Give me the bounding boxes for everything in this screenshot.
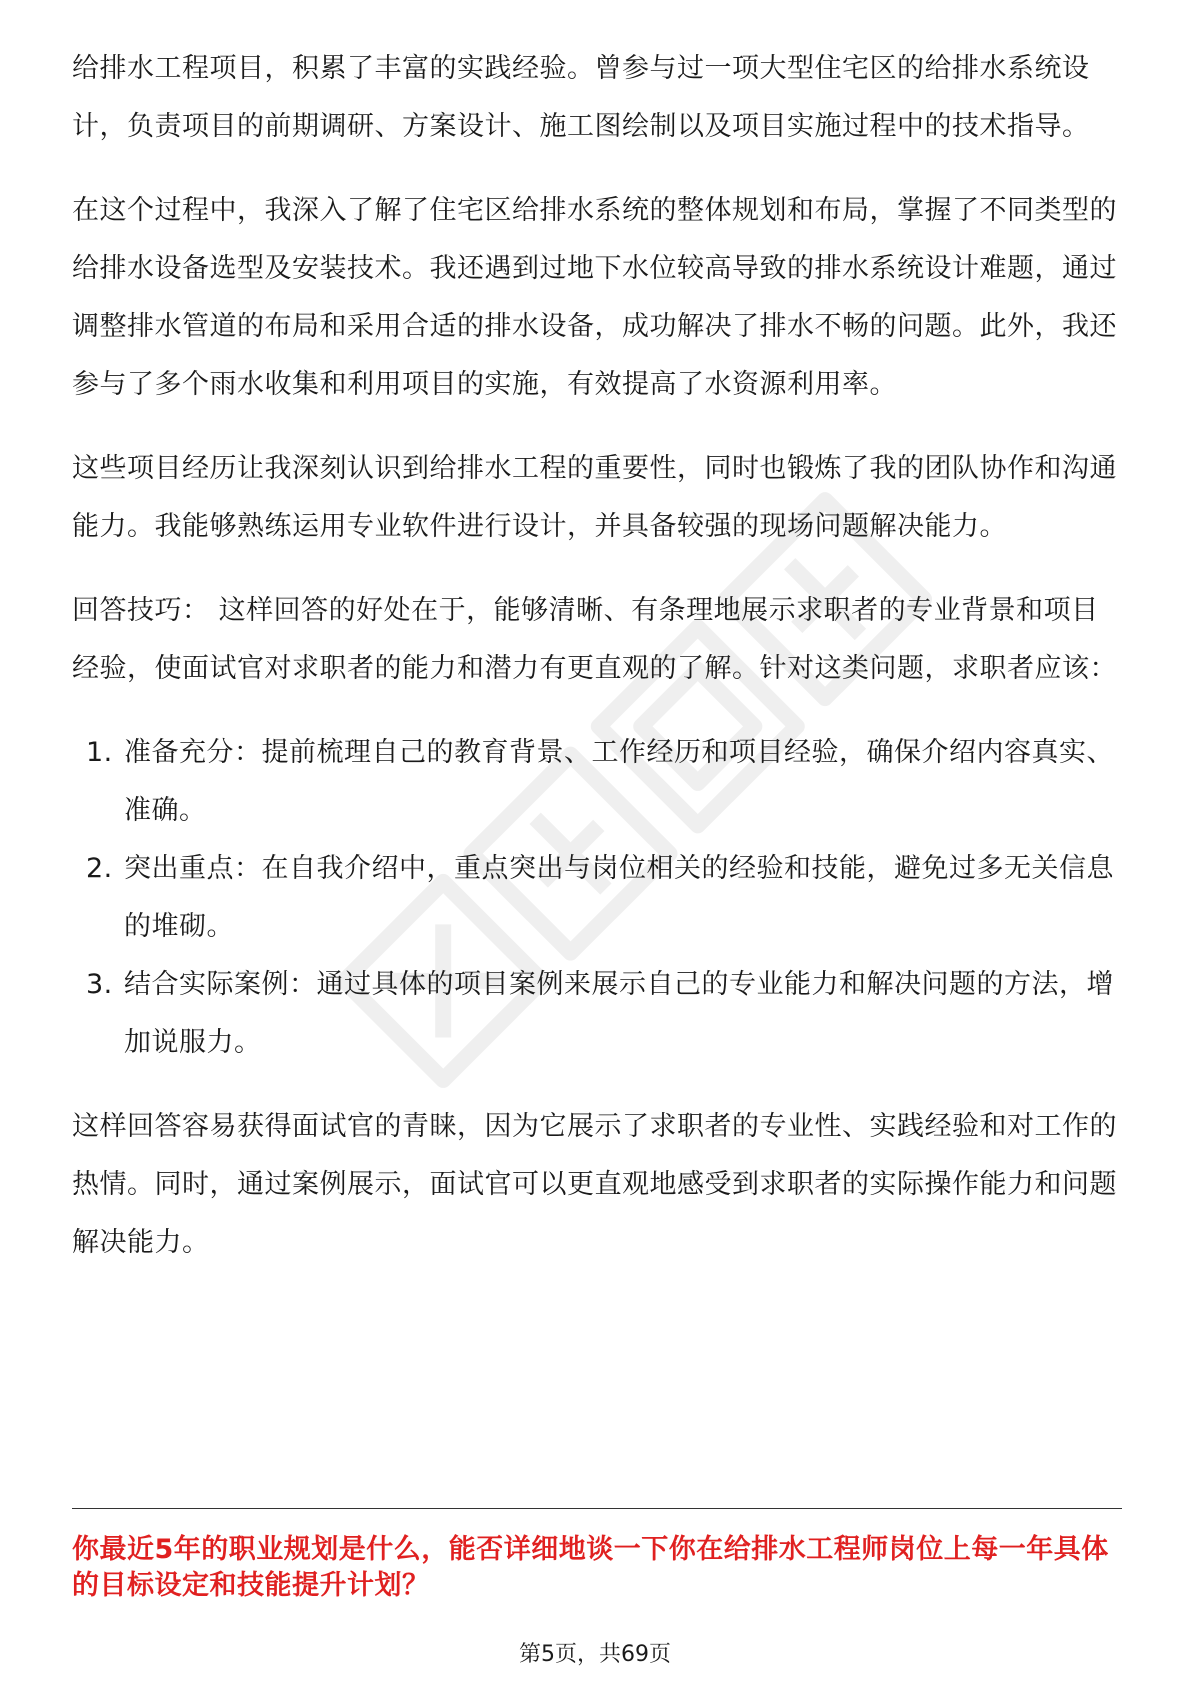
list-item-number: 3. — [86, 969, 113, 1000]
next-question-heading: 你最近5年的职业规划是什么，能否详细地谈一下你在给排水工程师岗位上每一年具体的目标设定和技能提升计划？ — [72, 1534, 1109, 1601]
list-item-number: 1. — [86, 737, 113, 768]
list-item-text: 准备充分：提前梳理自己的教育背景、工作经历和项目经验，确保介绍内容真实、准确。 — [124, 737, 1114, 826]
paragraph-answer-tips: 回答技巧： 这样回答的好处在于，能够清晰、有条理地展示求职者的专业背景和项目经验，使面试官对求职者的能力和潜力有更直观的了解。针对这类问题，求职者应该： — [72, 595, 1117, 684]
list-item-number: 2. — [86, 853, 113, 884]
paragraph-project-experience: 给排水工程项目，积累了丰富的实践经验。曾参与过一项大型住宅区的给排水系统设计，负责项目的前期调研、方案设计、施工图绘制以及项目实施过程中的技术指导。 — [72, 53, 1090, 142]
list-item — [72, 840, 1122, 956]
list-item — [72, 724, 1122, 840]
paragraph-reflection: 这些项目经历让我深刻认识到给排水工程的重要性，同时也锻炼了我的团队协作和沟通能力。我能够熟练运用专业软件进行设计，并具备较强的现场问题解决能力。 — [72, 453, 1117, 542]
list-item-text: 突出重点：在自我介绍中，重点突出与岗位相关的经验和技能，避免过多无关信息的堆砌。 — [124, 853, 1114, 942]
list-item-text: 结合实际案例：通过具体的项目案例来展示自己的专业能力和解决问题的方法，增加说服力。 — [124, 969, 1114, 1058]
paragraph-summary: 这样回答容易获得面试官的青睐，因为它展示了求职者的专业性、实践经验和对工作的热情。同时，通过案例展示，面试官可以更直观地感受到求职者的实际操作能力和问题解决能力。 — [72, 1111, 1117, 1258]
tips-list — [72, 724, 1122, 1072]
list-item — [72, 956, 1122, 1072]
document-body — [72, 40, 1122, 1298]
paragraph-process-details: 在这个过程中，我深入了解了住宅区给排水系统的整体规划和布局，掌握了不同类型的给排水设备选型及安装技术。我还遇到过地下水位较高导致的排水系统设计难题，通过调整排水管道的布局和采用合适的排水设备，成功解决了排水不畅的问题。此外，我还参与了多个雨水收集和利用项目的实施，有效提高了水资源利用率。 — [72, 195, 1117, 400]
page-number: 第5页，共69页 — [519, 1642, 671, 1667]
section-divider — [72, 1508, 1122, 1509]
